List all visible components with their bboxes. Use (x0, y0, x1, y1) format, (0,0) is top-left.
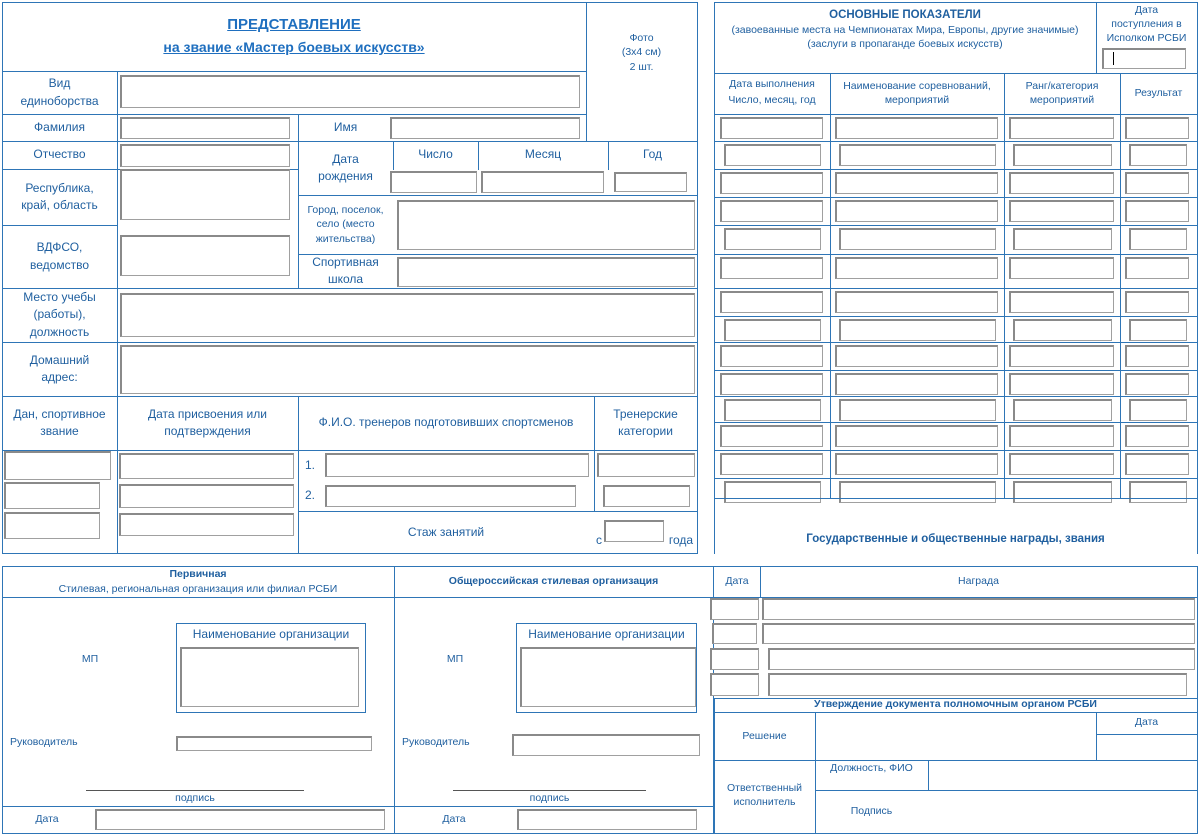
indicator-cell-r8-c4[interactable] (1129, 319, 1187, 341)
national-org-title: Общероссийская стилевая организация (448, 575, 659, 588)
national-signature-label: подпись (529, 792, 570, 805)
indicator-cell-r12-c4[interactable] (1125, 425, 1189, 447)
national-stamp-label: МП (446, 652, 464, 665)
indicator-cell-r5-c4[interactable] (1129, 228, 1187, 250)
indicator-cell-r14-c1[interactable] (724, 481, 821, 503)
signature-input[interactable] (929, 791, 1196, 832)
rank-input-3[interactable] (4, 512, 100, 539)
primary-org-name-label: Наименование организации (192, 627, 350, 642)
indicators-title: ОСНОВНЫЕ ПОКАЗАТЕЛИ (829, 8, 981, 21)
result-col-header: Результат (1134, 86, 1183, 99)
indicator-cell-r3-c3[interactable] (1009, 172, 1114, 194)
approval-date-label: Дата (1134, 715, 1159, 728)
indicator-cell-r7-c3[interactable] (1009, 291, 1114, 313)
indicator-cell-r2-c4[interactable] (1129, 144, 1187, 166)
rank-input-2[interactable] (4, 482, 100, 509)
indicator-cell-r1-c4[interactable] (1125, 117, 1189, 139)
primary-head-label: Руководитель (10, 735, 78, 748)
indicators-subtitle: (завоеванные места на Чемпионатах Мира, Европы, другие значимые) (заслуги в пропаганде боевых искусств) (731, 23, 1079, 50)
birth-year-input[interactable] (614, 172, 687, 192)
signature-label: Подпись (850, 804, 893, 817)
month-label: Месяц (524, 147, 562, 162)
region-label: Республика, край, область (21, 180, 98, 212)
indicator-cell-r8-c3[interactable] (1013, 319, 1112, 341)
indicator-cell-r4-c3[interactable] (1009, 200, 1114, 222)
national-head-input[interactable] (512, 734, 700, 756)
receipt-date-label: Дата поступления в Исполком РСБИ (1106, 3, 1187, 45)
indicator-cell-r13-c3[interactable] (1009, 453, 1114, 475)
indicator-cell-r6-c1[interactable] (720, 257, 823, 279)
trainer-fio-input-2[interactable] (325, 485, 576, 507)
indicator-cell-r13-c1[interactable] (720, 453, 823, 475)
national-head-label: Руководитель (402, 735, 470, 748)
position-fio-input[interactable] (929, 761, 1196, 789)
address-input[interactable] (120, 345, 695, 394)
indicator-cell-r6-c4[interactable] (1125, 257, 1189, 279)
surname-label: Фамилия (34, 119, 85, 134)
indicator-cell-r9-c2[interactable] (835, 345, 998, 367)
year-label: Год (642, 147, 663, 162)
birth-date-label: Дата рождения (318, 151, 373, 183)
indicator-cell-r8-c2[interactable] (839, 319, 996, 341)
indicator-cell-r14-c2[interactable] (839, 481, 996, 503)
indicator-cell-r14-c4[interactable] (1129, 481, 1187, 503)
indicator-cell-r8-c1[interactable] (724, 319, 821, 341)
indicator-cell-r11-c3[interactable] (1013, 399, 1112, 421)
trainer-number-2: 2. (304, 488, 315, 503)
decision-input[interactable] (816, 713, 1095, 759)
primary-org-title: Первичная (169, 568, 227, 581)
martial-art-input[interactable] (120, 75, 580, 108)
primary-date-label: Дата (35, 812, 59, 825)
indicator-cell-r7-c1[interactable] (720, 291, 823, 313)
indicator-cell-r11-c4[interactable] (1129, 399, 1187, 421)
award-date-col-header: Дата (725, 575, 749, 588)
indicator-cell-r5-c3[interactable] (1013, 228, 1112, 250)
sport-school-input[interactable] (397, 257, 695, 287)
trainer-category-input-2[interactable] (603, 485, 690, 507)
indicator-cell-r1-c2[interactable] (835, 117, 998, 139)
patronymic-input[interactable] (120, 144, 290, 167)
award-input-1[interactable] (762, 598, 1195, 620)
experience-label: Стаж занятий (407, 525, 485, 540)
award-date-input-2[interactable] (712, 623, 757, 644)
awards-title: Государственные и общественные награды, звания (806, 532, 1105, 545)
national-date-label: Дата (442, 812, 466, 825)
primary-stamp-label: МП (81, 652, 99, 665)
experience-from-label: с (596, 533, 602, 548)
indicator-cell-r10-c2[interactable] (835, 373, 998, 395)
workplace-label: Место учебы (работы), должность (23, 289, 96, 339)
decision-label: Решение (742, 729, 787, 742)
approval-date-input[interactable] (1097, 735, 1196, 759)
indicator-cell-r10-c1[interactable] (720, 373, 823, 395)
indicator-cell-r14-c3[interactable] (1013, 481, 1112, 503)
event-rank-col-header: Ранг/категория мероприятий (1025, 79, 1099, 106)
indicator-cell-r1-c1[interactable] (720, 117, 823, 139)
indicator-cell-r11-c1[interactable] (724, 399, 821, 421)
indicator-cell-r9-c4[interactable] (1125, 345, 1189, 367)
award-input-3[interactable] (768, 648, 1195, 670)
trainer-category-input-1[interactable] (597, 453, 695, 477)
award-input-4[interactable] (768, 673, 1187, 696)
award-date-input-3[interactable] (710, 648, 759, 670)
assign-date-col-header: Дата присвоения или подтверждения (148, 406, 267, 438)
indicator-cell-r3-c1[interactable] (720, 172, 823, 194)
indicator-cell-r10-c4[interactable] (1125, 373, 1189, 395)
indicator-cell-r9-c3[interactable] (1009, 345, 1114, 367)
indicator-cell-r12-c1[interactable] (720, 425, 823, 447)
photo-placeholder-label: Фото (3х4 см) 2 шт. (621, 32, 662, 73)
primary-head-input[interactable] (176, 736, 372, 751)
day-label: Число (418, 147, 453, 162)
primary-org-name-input[interactable] (180, 647, 359, 707)
indicator-cell-r5-c1[interactable] (724, 228, 821, 250)
assign-date-input-2[interactable] (119, 484, 294, 508)
form-subtitle: на звание «Мастер боевых искусств» (163, 38, 425, 55)
trainer-category-col-header: Тренерские категории (613, 406, 678, 438)
assign-date-input-3[interactable] (119, 513, 294, 536)
experience-year-input[interactable] (604, 520, 664, 542)
surname-input[interactable] (120, 117, 290, 139)
indicator-cell-r2-c1[interactable] (724, 144, 821, 166)
indicator-cell-r11-c2[interactable] (839, 399, 996, 421)
name-label: Имя (333, 119, 358, 134)
indicator-cell-r6-c2[interactable] (835, 257, 998, 279)
approval-title: Утверждение документа полномочным органом РСБИ (814, 698, 1097, 711)
position-fio-label: Должность, ФИО (830, 761, 913, 774)
city-label: Город, поселок, село (место жительства) (307, 204, 384, 245)
address-label: Домашний адрес: (29, 352, 90, 384)
indicator-cell-r5-c2[interactable] (839, 228, 996, 250)
award-col-header: Награда (958, 575, 999, 588)
indicator-cell-r9-c1[interactable] (720, 345, 823, 367)
indicator-cell-r13-c4[interactable] (1125, 453, 1189, 475)
national-org-name-input[interactable] (520, 647, 696, 707)
assign-date-input-1[interactable] (119, 453, 294, 479)
rank-col-header: Дан, спортивное звание (13, 406, 106, 438)
vdfso-label: ВДФСО, ведомство (30, 240, 89, 272)
national-date-input[interactable] (517, 809, 697, 830)
experience-years-label: года (668, 533, 694, 548)
indicator-cell-r2-c3[interactable] (1013, 144, 1112, 166)
sport-school-label: Спортивная школа (312, 254, 379, 286)
executor-label: Ответственный исполнитель (727, 781, 802, 808)
indicator-cell-r13-c2[interactable] (835, 453, 998, 475)
indicator-cell-r7-c4[interactable] (1125, 291, 1189, 313)
indicator-cell-r6-c3[interactable] (1009, 257, 1114, 279)
form-title: ПРЕДСТАВЛЕНИЕ (227, 16, 361, 34)
trainers-col-header: Ф.И.О. тренеров подготовивших спортсменов (318, 415, 574, 430)
primary-date-input[interactable] (95, 809, 385, 830)
trainer-fio-input-1[interactable] (325, 453, 589, 477)
indicator-cell-r3-c2[interactable] (835, 172, 998, 194)
receipt-date-input[interactable] (1102, 48, 1186, 69)
workplace-input[interactable] (120, 293, 695, 337)
completion-date-col-header: Дата выполнения (729, 77, 815, 90)
completion-date-subheader: Число, месяц, год (728, 93, 816, 106)
birth-day-input[interactable] (390, 171, 477, 193)
award-date-input-1[interactable] (710, 598, 759, 620)
indicator-cell-r2-c2[interactable] (839, 144, 996, 166)
name-input[interactable] (390, 117, 580, 139)
indicator-cell-r12-c2[interactable] (835, 425, 998, 447)
indicator-cell-r10-c3[interactable] (1009, 373, 1114, 395)
primary-signature-label: подпись (175, 792, 215, 805)
indicator-cell-r3-c4[interactable] (1125, 172, 1189, 194)
patronymic-label: Отчество (33, 147, 86, 162)
indicator-cell-r7-c2[interactable] (835, 291, 998, 313)
award-date-input-4[interactable] (710, 673, 759, 696)
indicator-cell-r4-c4[interactable] (1125, 200, 1189, 222)
city-input[interactable] (397, 200, 695, 250)
indicator-cell-r12-c3[interactable] (1009, 425, 1114, 447)
rank-input-1[interactable] (4, 451, 111, 480)
competition-col-header: Наименование соревнований, мероприятий (843, 79, 991, 106)
birth-month-input[interactable] (481, 171, 604, 193)
indicator-cell-r4-c1[interactable] (720, 200, 823, 222)
martial-art-label: Вид единоборства (20, 76, 99, 108)
text-cursor (1113, 52, 1114, 65)
region-input[interactable] (120, 169, 290, 220)
indicator-cell-r1-c3[interactable] (1009, 117, 1114, 139)
national-org-name-label: Наименование организации (528, 627, 685, 642)
vdfso-input[interactable] (120, 235, 290, 276)
indicator-cell-r4-c2[interactable] (835, 200, 998, 222)
primary-org-subtitle: Стилевая, региональная организация или филиал РСБИ (58, 582, 338, 595)
award-input-2[interactable] (762, 623, 1195, 644)
trainer-number-1: 1. (304, 458, 315, 473)
